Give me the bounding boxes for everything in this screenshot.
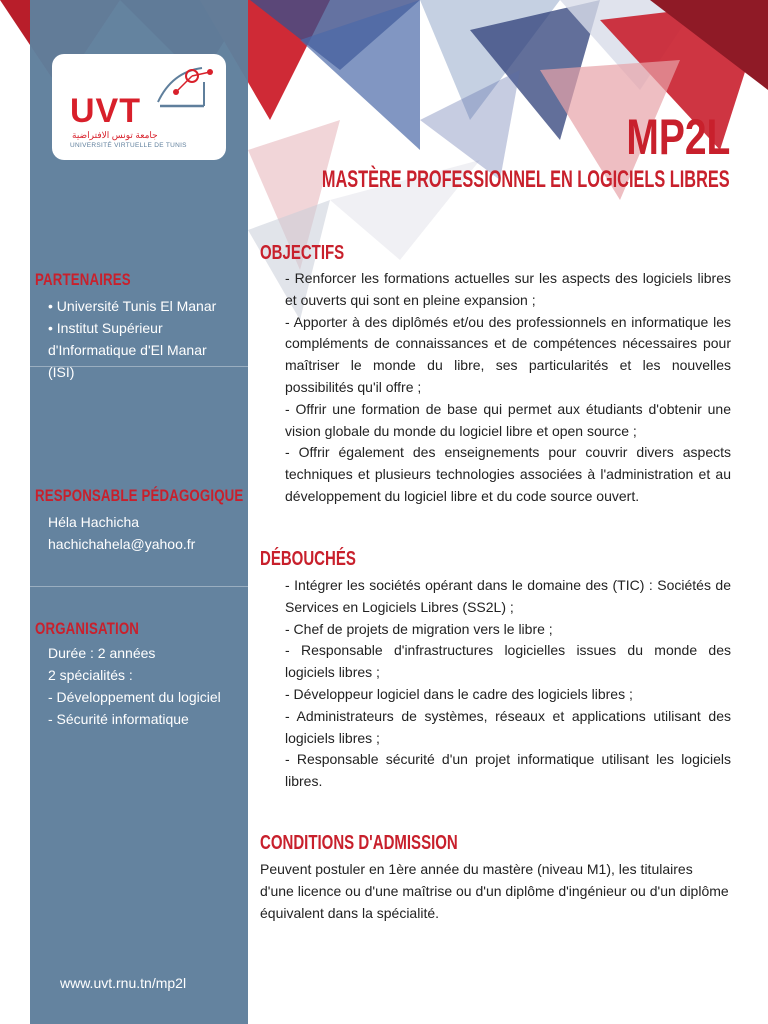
logo-arabic-text: جامعة تونس الافتراضية xyxy=(72,130,158,140)
objectif-paragraph: - Offrir également des enseignements pour couvrir divers aspects techniques et plusieurs technologies associées à l'administration et au développement du logiciel libre et du code source ouvert. xyxy=(285,444,731,504)
partner-item: • Institut Supérieur xyxy=(48,320,163,336)
partner-item: d'Informatique d'El Manar xyxy=(48,342,207,358)
uvt-logo-icon xyxy=(152,62,216,112)
logo-card xyxy=(52,54,226,160)
objectifs-content xyxy=(285,268,731,508)
debouche-paragraph: - Intégrer les sociétés opérant dans le domaine des (TIC) : Sociétés de Services en Logiciels Libres (SS2L) ; xyxy=(285,577,731,615)
debouche-paragraph: - Administrateurs de systèmes, réseaux et applications utilisant des logiciels libres ; xyxy=(285,707,731,746)
partenaires-heading: PARTENAIRES xyxy=(35,270,131,289)
logo-text: UVT xyxy=(70,92,141,130)
debouche-paragraph: - Chef de projets de migration vers le libre ; xyxy=(285,620,553,637)
responsable-name: Héla Hachicha xyxy=(48,514,140,530)
page-title: MP2L xyxy=(625,109,730,165)
organisation-heading: ORGANISATION xyxy=(35,619,140,638)
logo-subtitle: UNIVERSITÉ VIRTUELLE DE TUNIS xyxy=(70,142,187,149)
admission-heading: CONDITIONS D'ADMISSION xyxy=(260,832,458,854)
partner-item: (ISI) xyxy=(48,364,75,380)
debouche-paragraph: - Développeur logiciel dans le cadre des logiciels libres ; xyxy=(285,685,633,702)
website-link[interactable]: www.uvt.rnu.tn/mp2l xyxy=(60,975,187,991)
organisation-line: - Développement du logiciel xyxy=(48,689,221,705)
debouches-heading: DÉBOUCHÉS xyxy=(260,548,356,570)
sidebar-divider xyxy=(30,586,248,587)
objectif-paragraph: - Apporter à des diplômés et/ou des professionnels en informatique les compléments de connaissances et de compétences nécessaires pour maîtriser le monde du libre, ses particularités et les nouvelles possibilités qu'il offre ; xyxy=(285,313,731,395)
objectifs-heading: OBJECTIFS xyxy=(260,242,345,264)
debouches-content xyxy=(285,575,731,793)
partner-item: • Université Tunis El Manar xyxy=(48,298,217,314)
sidebar-divider xyxy=(30,366,248,367)
responsable-email[interactable]: hachichahela@yahoo.fr xyxy=(48,536,196,552)
organisation-line: Durée : 2 années xyxy=(48,645,156,661)
debouche-paragraph: - Responsable d'infrastructures logicielles issues du monde des logiciels libres ; xyxy=(285,642,731,681)
objectif-paragraph: - Offrir une formation de base qui permet aux étudiants d'obtenir une vision globale du monde du logiciel libre et open source ; xyxy=(285,400,731,439)
responsable-heading: RESPONSABLE PÉDAGOGIQUE xyxy=(35,486,244,505)
objectif-paragraph: - Renforcer les formations actuelles sur les aspects des logiciels libres et ouverts qui sont en pleine expansion ; xyxy=(285,270,731,308)
admission-text: Peuvent postuler en 1ère année du mastère (niveau M1), les titulaires d'une licence ou d'une maîtrise ou d'un diplôme d'ingénieur ou d'un diplôme équivalent dans la spécialité. xyxy=(260,861,729,921)
debouche-paragraph: - Responsable sécurité d'un projet informatique utilisant les logiciels libres. xyxy=(285,751,731,790)
organisation-line: - Sécurité informatique xyxy=(48,711,189,727)
organisation-line: 2 spécialités : xyxy=(48,667,133,683)
page-subtitle: MASTÈRE PROFESSIONNEL EN LOGICIELS LIBRES xyxy=(322,166,730,193)
